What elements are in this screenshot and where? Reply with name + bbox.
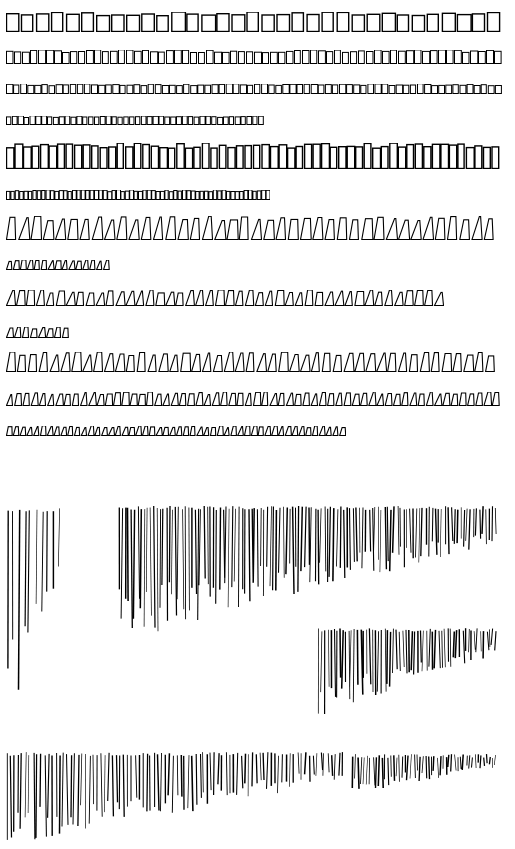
- stroke-line: [448, 755, 449, 767]
- stroke-line: [487, 754, 488, 763]
- stroke-line: [344, 510, 345, 578]
- stroke-line: [489, 757, 490, 764]
- stroke-line: [261, 508, 262, 566]
- stroke-line: [146, 508, 147, 592]
- stroke-line: [78, 755, 79, 826]
- stroke-line: [429, 629, 430, 667]
- stroke-line: [198, 509, 199, 620]
- stroke-line: [177, 755, 178, 795]
- stroke-line: [263, 753, 264, 780]
- stroke-line: [452, 507, 453, 541]
- stroke-line: [276, 510, 277, 591]
- stroke-line: [495, 631, 496, 650]
- stroke-line: [450, 629, 451, 667]
- stroke-line: [438, 758, 439, 778]
- stroke-line: [42, 512, 43, 612]
- stroke-line: [144, 509, 145, 627]
- stroke-line: [492, 506, 493, 541]
- upper-left-strokes: [8, 508, 60, 689]
- stroke-line: [339, 753, 340, 776]
- stroke-line: [361, 757, 362, 784]
- stroke-line: [370, 510, 371, 552]
- stroke-line: [203, 752, 204, 792]
- stroke-line: [484, 758, 485, 766]
- stroke-line: [350, 630, 351, 687]
- stroke-line: [391, 756, 392, 777]
- stroke-line: [36, 510, 37, 604]
- stroke-line: [162, 509, 163, 585]
- stroke-line: [220, 508, 221, 590]
- stroke-line: [374, 757, 375, 785]
- stroke-line: [419, 757, 420, 781]
- stroke-line: [466, 509, 467, 541]
- stroke-line: [60, 756, 61, 834]
- stroke-line: [305, 752, 306, 774]
- stroke-line: [305, 507, 307, 567]
- stroke-line: [385, 507, 386, 569]
- stroke-line: [121, 508, 123, 618]
- stroke-line: [320, 508, 322, 562]
- stroke-line: [267, 752, 268, 789]
- stroke-line: [440, 509, 441, 557]
- stroke-line: [406, 630, 407, 674]
- stroke-line: [380, 510, 381, 572]
- stroke-line: [393, 506, 394, 552]
- stroke-line: [432, 508, 433, 542]
- stroke-line: [181, 755, 182, 797]
- stroke-line: [353, 629, 354, 702]
- stroke-line: [469, 755, 470, 768]
- stroke-line: [309, 508, 310, 565]
- stroke-line: [454, 509, 455, 544]
- stroke-line: [442, 631, 443, 668]
- stroke-line: [157, 508, 158, 631]
- stroke-line: [208, 507, 209, 584]
- stroke-line: [476, 628, 477, 652]
- stroke-line: [422, 631, 423, 672]
- stroke-line: [329, 507, 330, 577]
- stroke-line: [410, 509, 411, 553]
- stroke-line: [321, 753, 322, 771]
- stroke-line: [104, 755, 105, 812]
- stroke-line: [196, 754, 197, 805]
- stroke-line: [214, 752, 215, 795]
- stroke-line: [393, 629, 394, 673]
- stroke-line: [426, 756, 427, 778]
- stroke-line: [457, 510, 458, 543]
- stroke-line: [460, 757, 461, 769]
- stroke-line: [433, 756, 434, 771]
- stroke-line: [333, 508, 334, 581]
- stroke-line: [394, 755, 395, 781]
- bottom-right-strokes: [352, 754, 495, 789]
- stroke-line: [19, 510, 20, 690]
- stroke-line: [414, 632, 415, 675]
- stroke-line: [453, 632, 454, 658]
- stroke-line: [313, 756, 314, 775]
- stroke-line: [161, 753, 162, 811]
- middle-right-strokes: [318, 628, 496, 714]
- stroke-line: [177, 507, 178, 600]
- stroke-line: [131, 510, 132, 629]
- stroke-line: [199, 509, 200, 585]
- stroke-line: [282, 754, 283, 782]
- stroke-line: [335, 629, 336, 697]
- stroke-line: [256, 754, 257, 783]
- stroke-line: [204, 506, 205, 579]
- stroke-line: [421, 508, 422, 556]
- stroke-line: [67, 754, 69, 825]
- stroke-line: [160, 509, 161, 608]
- stroke-line: [325, 507, 326, 572]
- stroke-line: [387, 630, 388, 684]
- stroke-line: [45, 755, 46, 836]
- stroke-line: [486, 509, 487, 544]
- stroke-line: [93, 755, 94, 804]
- stroke-line: [260, 753, 261, 780]
- stroke-line: [58, 508, 59, 566]
- stroke-line: [225, 507, 226, 584]
- stroke-line: [382, 758, 383, 788]
- stroke-line: [417, 755, 418, 771]
- stroke-line: [436, 509, 437, 555]
- stroke-line: [448, 507, 449, 554]
- stroke-line: [340, 507, 341, 568]
- stroke-line: [192, 756, 193, 811]
- stroke-line: [472, 757, 473, 767]
- stroke-line: [168, 753, 169, 795]
- stroke-line: [169, 506, 170, 582]
- stroke-line: [390, 632, 391, 687]
- stroke-line: [377, 631, 378, 691]
- stroke-line: [378, 755, 379, 786]
- stroke-line: [89, 756, 90, 824]
- stroke-line: [232, 506, 233, 587]
- stroke-line: [332, 755, 333, 776]
- stroke-line: [47, 511, 48, 591]
- stroke-line: [356, 508, 357, 562]
- stroke-line: [201, 754, 202, 798]
- stroke-line: [422, 756, 423, 773]
- stroke-line: [480, 510, 481, 539]
- stroke-line: [482, 506, 483, 534]
- stroke-line: [388, 758, 389, 785]
- stroke-line: [273, 507, 274, 591]
- stroke-line: [416, 509, 417, 558]
- stroke-line: [147, 754, 148, 812]
- stroke-line: [171, 510, 172, 594]
- stroke-line: [158, 754, 160, 810]
- stroke-line: [419, 508, 420, 562]
- stroke-line: [390, 510, 391, 571]
- stroke-line: [475, 508, 476, 535]
- stroke-line: [270, 506, 272, 586]
- stroke-line: [108, 753, 109, 801]
- stroke-line: [334, 754, 335, 780]
- stroke-line: [298, 753, 299, 774]
- stroke-line: [284, 507, 285, 578]
- stroke-line: [128, 508, 129, 601]
- stroke-line: [376, 757, 377, 788]
- stroke-line: [150, 508, 151, 616]
- stroke-line: [321, 631, 322, 692]
- stroke-line: [429, 757, 430, 780]
- stroke-line: [439, 631, 440, 668]
- stroke-line: [398, 506, 399, 555]
- stroke-line: [396, 758, 397, 777]
- stroke-line: [491, 629, 493, 645]
- stroke-line: [316, 753, 317, 776]
- stroke-line: [239, 507, 240, 607]
- stroke-line: [403, 631, 404, 667]
- stroke-line: [399, 632, 400, 671]
- stroke-line: [474, 631, 475, 650]
- stroke-line: [323, 753, 324, 776]
- stroke-line: [495, 508, 496, 534]
- stroke-line: [216, 510, 217, 604]
- stroke-line: [358, 758, 359, 789]
- stroke-line: [494, 755, 495, 765]
- stroke-line: [210, 753, 211, 791]
- stroke-line: [328, 753, 329, 772]
- stroke-line: [48, 754, 50, 818]
- stroke-line: [464, 510, 465, 547]
- stroke-line: [357, 630, 358, 685]
- stroke-line: [410, 754, 411, 778]
- stroke-line: [385, 629, 386, 692]
- stroke-line: [228, 509, 229, 608]
- stroke-line: [71, 755, 72, 817]
- stroke-line: [62, 753, 63, 827]
- stroke-line: [349, 631, 350, 699]
- stroke-line: [318, 510, 319, 585]
- stroke-line: [415, 755, 416, 779]
- stroke-line: [366, 756, 367, 785]
- stroke-line: [218, 753, 219, 784]
- stroke-line: [387, 507, 388, 561]
- stroke-line: [136, 755, 137, 797]
- stroke-line: [73, 753, 74, 824]
- stroke-line: [101, 753, 102, 817]
- stroke-line: [117, 755, 118, 802]
- stroke-line: [112, 755, 113, 816]
- stroke-line: [234, 509, 235, 582]
- stroke-line: [429, 507, 430, 557]
- upper-main-strokes: [119, 506, 496, 631]
- stroke-line: [444, 629, 445, 668]
- stroke-line: [138, 506, 139, 598]
- stroke-line: [154, 506, 155, 628]
- stroke-line: [340, 629, 341, 678]
- stroke-line: [362, 508, 363, 569]
- stroke-line: [25, 752, 26, 817]
- stroke-line: [480, 755, 481, 768]
- stroke-line: [40, 754, 41, 807]
- stroke-line: [242, 756, 243, 788]
- stroke-line: [183, 509, 184, 609]
- stroke-line: [195, 510, 196, 594]
- stroke-line: [463, 631, 464, 664]
- stroke-line: [245, 754, 246, 784]
- stroke-line: [434, 630, 435, 668]
- stroke-line: [355, 754, 356, 778]
- stroke-line: [20, 753, 21, 829]
- stroke-line: [350, 508, 351, 570]
- stroke-line: [267, 507, 268, 567]
- stroke-line: [290, 753, 291, 786]
- stroke-line: [363, 758, 364, 785]
- stroke-line: [189, 508, 190, 611]
- stroke-line: [411, 631, 412, 670]
- stroke-line: [407, 756, 409, 781]
- stroke-line: [28, 510, 29, 632]
- stroke-line: [298, 506, 299, 592]
- stroke-line: [286, 508, 287, 575]
- stroke-line: [396, 630, 397, 670]
- stroke-line: [293, 507, 294, 594]
- stroke-line: [25, 511, 26, 626]
- stroke-line: [301, 507, 302, 571]
- stroke-line: [10, 756, 11, 838]
- stroke-line: [226, 752, 227, 795]
- stroke-line: [353, 508, 354, 562]
- stroke-line: [278, 756, 279, 793]
- stroke-line: [279, 508, 281, 573]
- stroke-line: [369, 628, 370, 684]
- stroke-line: [133, 510, 134, 619]
- stroke-line: [175, 507, 176, 616]
- stroke-line: [28, 755, 29, 813]
- stroke-line: [342, 630, 344, 688]
- stroke-line: [123, 755, 124, 817]
- stroke-line: [421, 631, 422, 663]
- stroke-line: [455, 755, 457, 771]
- bottom-left-strokes: [7, 752, 342, 840]
- stroke-line: [172, 756, 173, 813]
- stroke-line: [140, 509, 141, 608]
- stroke-line: [36, 754, 37, 838]
- stroke-line: [469, 509, 470, 549]
- stroke-line: [252, 752, 253, 786]
- stroke-line: [81, 754, 82, 806]
- stroke-line: [440, 756, 441, 775]
- stroke-line: [481, 631, 482, 651]
- stroke-line: [257, 509, 258, 586]
- stroke-line: [455, 630, 456, 658]
- stroke-line: [399, 755, 400, 782]
- stroke-line: [188, 755, 189, 808]
- stroke-line: [34, 753, 35, 839]
- stroke-line: [249, 509, 250, 601]
- stroke-line: [329, 630, 330, 687]
- stroke-line: [253, 508, 254, 583]
- stroke-line: [462, 755, 463, 770]
- stroke-line: [369, 758, 370, 784]
- stroke-line: [402, 757, 403, 778]
- stroke-line: [237, 753, 238, 795]
- stroke-line: [469, 629, 470, 652]
- stroke-line: [487, 632, 489, 651]
- stroke-line: [451, 754, 452, 771]
- stroke-line: [337, 509, 338, 566]
- stroke-line: [475, 754, 476, 768]
